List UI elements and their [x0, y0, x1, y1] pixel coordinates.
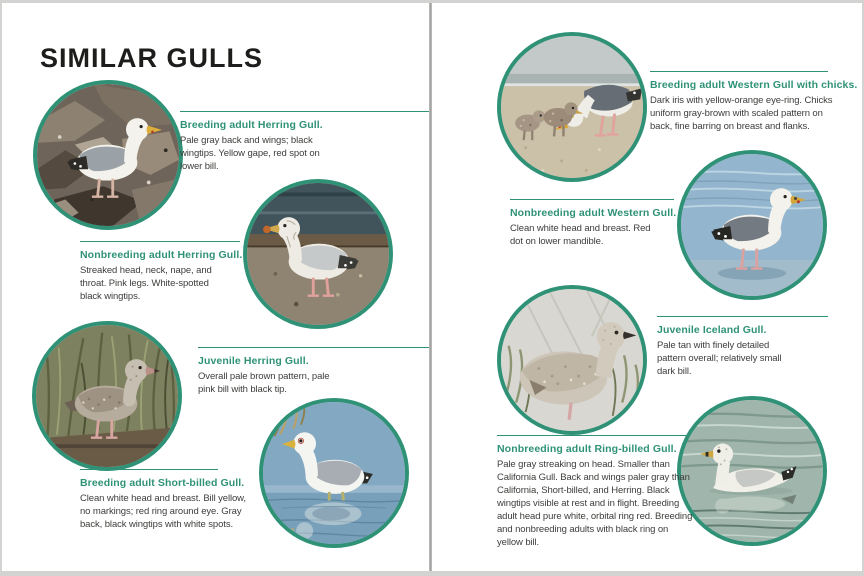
entry-heading: Breeding adult Short-billed Gull. — [80, 477, 245, 489]
pale-gull-closeup-illustration — [501, 289, 643, 431]
divider-rule — [80, 241, 240, 242]
entry-body: Clean white head and breast. Bill yellow, no markings; red ring around eye. Gray back, black wingtips with white spots. — [80, 493, 246, 530]
book-spread — [2, 3, 862, 571]
entry-nonbreeding-herring-gull — [80, 241, 242, 303]
entry-heading: Breeding adult Western Gull with chicks. — [650, 79, 858, 91]
entry-body: Streaked head, neck, nape, and throat. Pink legs. White-spotted black wingtips. — [80, 265, 212, 302]
divider-rule — [650, 71, 828, 72]
divider-rule — [80, 469, 218, 470]
photo-nonbreeding-herring-gull — [243, 179, 393, 329]
photo-ring-billed-gull — [677, 396, 827, 546]
divider-rule — [497, 435, 688, 436]
entry-breeding-herring-gull — [180, 111, 430, 173]
entry-heading: Nonbreeding adult Herring Gull. — [80, 249, 243, 261]
entry-body: Pale gray streaking on head. Smaller than California Gull. Back and wings paler gray than California, Short-billed, and Herring. Black wingtips visible at rest and in flight. Breeding adult head pure white, orbital ring red. Breeding and nonbreeding adults with black ring on yellow bill. — [497, 459, 693, 548]
divider-rule — [180, 111, 430, 112]
entry-heading: Juvenile Herring Gull. — [198, 355, 309, 367]
photo-short-billed-gull — [259, 398, 409, 548]
scan-edge-left — [0, 0, 2, 576]
divider-rule — [657, 316, 828, 317]
photo-nonbreeding-western-gull — [677, 150, 827, 300]
gull-in-grass-illustration — [36, 325, 178, 467]
scan-edge-top — [0, 0, 864, 3]
entry-heading: Nonbreeding adult Ring-billed Gull. — [497, 443, 677, 455]
gull-feeding-chicks-illustration — [501, 36, 643, 178]
entry-body: Overall pale brown pattern, pale pink bill with black tip. — [198, 371, 330, 395]
scan-edge-bottom — [0, 571, 864, 576]
entry-juvenile-herring-gull — [198, 347, 430, 396]
entry-breeding-short-billed-gull — [80, 469, 258, 531]
entry-heading: Nonbreeding adult Western Gull. — [510, 207, 677, 219]
gull-on-gravel-illustration — [247, 183, 389, 325]
gull-swimming-illustration — [681, 400, 823, 542]
page-gutter — [429, 0, 432, 576]
photo-juvenile-iceland-gull — [497, 285, 647, 435]
entry-nonbreeding-western-gull — [510, 199, 676, 248]
photo-juvenile-herring-gull — [32, 321, 182, 471]
divider-rule — [510, 199, 674, 200]
divider-rule — [198, 347, 430, 348]
page-title: SIMILAR GULLS — [40, 43, 263, 73]
gull-on-rocks-illustration — [37, 84, 179, 226]
gull-reflection-illustration — [263, 402, 405, 544]
entry-body: Pale tan with finely detailed pattern overall; relatively small dark bill. — [657, 340, 782, 377]
photo-breeding-herring-gull — [33, 80, 183, 230]
photo-western-gull-with-chicks — [497, 32, 647, 182]
entry-body: Pale gray back and wings; black wingtips. Yellow gape, red spot on lower bill. — [180, 135, 320, 172]
entry-heading: Juvenile Iceland Gull. — [657, 324, 767, 336]
entry-juvenile-iceland-gull — [657, 316, 828, 378]
entry-body: Clean white head and breast. Red dot on lower mandible. — [510, 223, 651, 247]
gull-in-blue-water-illustration — [681, 154, 823, 296]
entry-nonbreeding-ring-billed-gull — [497, 435, 693, 549]
entry-breeding-western-gull — [650, 71, 857, 133]
entry-heading: Breeding adult Herring Gull. — [180, 119, 323, 131]
entry-body: Dark iris with yellow-orange eye-ring. Chicks uniform gray-brown with scaled pattern on back, fine barring on breast and flanks. — [650, 95, 833, 132]
